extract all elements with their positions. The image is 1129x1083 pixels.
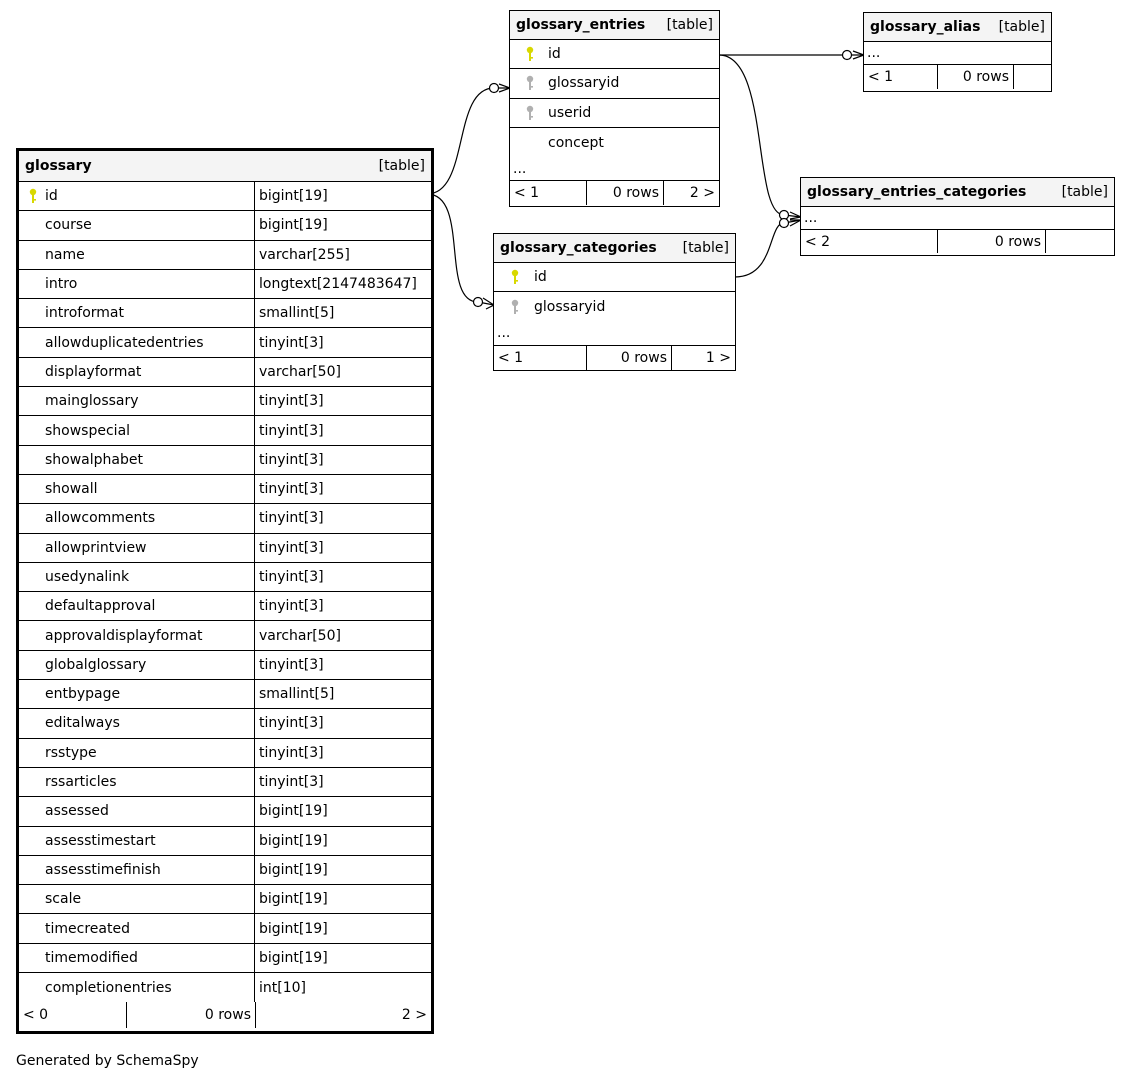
foreign-key-icon (510, 299, 520, 315)
link-glossary-categories (427, 194, 494, 305)
more-columns[interactable] (864, 42, 1051, 65)
column-type: tinyint[3] (254, 475, 431, 503)
column-row-rsstype[interactable] (19, 739, 431, 768)
column-name: assessed (45, 803, 109, 820)
optional-marker (474, 298, 483, 307)
children-count[interactable] (1013, 65, 1051, 89)
column-name: globalglossary (45, 656, 147, 673)
more-columns[interactable] (494, 322, 735, 346)
ellipsis: ... (804, 210, 818, 226)
link-categories-entriescategories (735, 220, 801, 277)
ellipsis: ... (497, 325, 511, 342)
column-type: tinyint[3] (254, 387, 431, 415)
table-kind: [table] (998, 19, 1045, 35)
column-type: bigint[19] (254, 944, 431, 972)
row-count: 0 rows (937, 65, 1013, 89)
column-name: concept (548, 134, 604, 151)
column-type: bigint[19] (254, 211, 431, 239)
column-name-cell (19, 709, 254, 737)
column-row-scale[interactable] (19, 885, 431, 914)
table-name: glossary_categories (500, 240, 657, 256)
column-type: bigint[19] (254, 856, 431, 884)
column-name: allowprintview (45, 539, 147, 556)
table-name: glossary_entries_categories (807, 184, 1027, 200)
table-glossary-entries-categories[interactable] (800, 177, 1115, 256)
column-name-cell (494, 292, 735, 321)
column-row-timemodified[interactable] (19, 944, 431, 973)
column-name: course (45, 217, 92, 234)
column-type: tinyint[3] (254, 446, 431, 474)
column-type: smallint[5] (254, 680, 431, 708)
column-row-showall[interactable] (19, 475, 431, 504)
column-row-assessed[interactable] (19, 797, 431, 826)
column-name: id (548, 46, 561, 63)
table-name: glossary_alias (870, 19, 981, 35)
column-row-rssarticles[interactable] (19, 768, 431, 797)
column-name-cell (19, 914, 254, 942)
column-name-cell (510, 69, 719, 97)
column-row-usedynalink[interactable] (19, 563, 431, 592)
table-footer (494, 346, 735, 370)
column-row-editalways[interactable] (19, 709, 431, 738)
column-name: showall (45, 481, 98, 498)
table-kind: [table] (378, 158, 425, 174)
column-name: glossaryid (534, 298, 606, 315)
column-name: introformat (45, 305, 124, 322)
ellipsis: ... (867, 45, 881, 61)
column-row-entbypage[interactable] (19, 680, 431, 709)
column-name-cell (510, 99, 719, 127)
column-name-cell (19, 416, 254, 444)
table-glossary-alias[interactable] (863, 12, 1052, 92)
column-row-showalphabet[interactable] (19, 446, 431, 475)
primary-key-icon (28, 188, 38, 204)
column-row-completionentries[interactable] (19, 973, 431, 1002)
column-name: id (45, 188, 58, 205)
key-slot (512, 75, 548, 91)
column-type: tinyint[3] (254, 534, 431, 562)
column-name-cell (19, 621, 254, 649)
row-count: 0 rows (586, 346, 671, 370)
table-kind: [table] (666, 17, 713, 33)
column-row-name[interactable] (19, 241, 431, 270)
column-row-id[interactable] (494, 263, 735, 292)
column-name-cell (19, 944, 254, 972)
column-name-cell (19, 768, 254, 796)
column-list (19, 182, 431, 1002)
column-type: tinyint[3] (254, 651, 431, 679)
column-name-cell (19, 504, 254, 532)
more-columns[interactable] (801, 207, 1114, 230)
column-row-timecreated[interactable] (19, 914, 431, 943)
column-row-globalglossary[interactable] (19, 651, 431, 680)
column-name: id (534, 269, 547, 286)
column-type: bigint[19] (254, 885, 431, 913)
column-row-allowcomments[interactable] (19, 504, 431, 533)
more-columns[interactable] (510, 157, 719, 181)
column-type: bigint[19] (254, 914, 431, 942)
table-header (864, 13, 1051, 42)
column-type: bigint[19] (254, 827, 431, 855)
primary-key-icon (510, 269, 520, 285)
column-type: tinyint[3] (254, 592, 431, 620)
column-name-cell (510, 40, 719, 68)
column-row-mainglossary[interactable] (19, 387, 431, 416)
column-type: tinyint[3] (254, 563, 431, 591)
column-name-cell (19, 592, 254, 620)
children-count[interactable]: 1 > (671, 346, 735, 370)
key-slot (512, 46, 548, 62)
primary-key-icon (525, 46, 535, 62)
table-footer (510, 181, 719, 205)
row-count: 0 rows (586, 181, 663, 205)
column-name: scale (45, 891, 82, 908)
table-header (494, 234, 735, 263)
column-row-assesstimefinish[interactable] (19, 856, 431, 885)
foreign-key-icon (525, 75, 535, 91)
column-type: varchar[255] (254, 241, 431, 269)
column-type: tinyint[3] (254, 328, 431, 356)
column-name: allowcomments (45, 510, 156, 527)
column-name-cell (19, 534, 254, 562)
column-row-userid[interactable] (510, 99, 719, 128)
column-row-id[interactable] (510, 40, 719, 69)
table-name: glossary_entries (516, 17, 646, 33)
column-name-cell (19, 241, 254, 269)
parents-count[interactable]: < 2 (805, 233, 831, 250)
key-slot (512, 105, 548, 121)
column-name: mainglossary (45, 393, 139, 410)
column-name-cell (19, 182, 254, 210)
ellipsis: ... (513, 160, 527, 177)
column-name-cell (19, 827, 254, 855)
children-count[interactable]: 2 > (255, 1002, 431, 1028)
column-row-course[interactable] (19, 211, 431, 240)
column-row-introformat[interactable] (19, 299, 431, 328)
column-name: userid (548, 104, 592, 121)
column-name-cell (19, 739, 254, 767)
column-type: varchar[50] (254, 621, 431, 649)
key-slot (496, 299, 534, 315)
column-name-cell (19, 211, 254, 239)
column-name-cell (19, 299, 254, 327)
column-name-cell (19, 328, 254, 356)
column-name: displayformat (45, 363, 142, 380)
foreign-key-icon (525, 105, 535, 121)
column-type: smallint[5] (254, 299, 431, 327)
column-type: tinyint[3] (254, 768, 431, 796)
table-footer (801, 230, 1114, 253)
table-kind: [table] (1061, 184, 1108, 200)
column-name-cell (19, 475, 254, 503)
column-name: showspecial (45, 422, 131, 439)
table-footer (19, 1002, 431, 1028)
column-type: tinyint[3] (254, 416, 431, 444)
column-name: entbypage (45, 686, 121, 703)
column-name-cell (19, 680, 254, 708)
column-row-defaultapproval[interactable] (19, 592, 431, 621)
column-type: varchar[50] (254, 358, 431, 386)
column-type: longtext[2147483647] (254, 270, 431, 298)
column-row-glossaryid[interactable] (510, 69, 719, 98)
column-name-cell (19, 446, 254, 474)
children-count[interactable] (1045, 230, 1114, 253)
column-row-allowprintview[interactable] (19, 534, 431, 563)
column-row-assesstimestart[interactable] (19, 827, 431, 856)
column-row-showspecial[interactable] (19, 416, 431, 445)
row-count: 0 rows (937, 230, 1045, 253)
children-count[interactable]: 2 > (663, 181, 719, 205)
column-type: bigint[19] (254, 182, 431, 210)
column-name-cell (19, 973, 254, 1002)
column-name: timemodified (45, 949, 138, 966)
table-footer (864, 65, 1051, 89)
column-name: intro (45, 276, 78, 293)
column-row-intro[interactable] (19, 270, 431, 299)
table-header (19, 151, 431, 182)
column-name: timecreated (45, 920, 130, 937)
column-name: allowduplicatedentries (45, 334, 204, 351)
column-type: tinyint[3] (254, 504, 431, 532)
key-slot (496, 269, 534, 285)
optional-marker (490, 84, 499, 93)
column-name: name (45, 246, 85, 263)
column-row-id[interactable] (19, 182, 431, 211)
parents-count[interactable]: < 1 (868, 69, 894, 85)
column-name-cell (19, 358, 254, 386)
column-list (494, 263, 735, 322)
column-type: tinyint[3] (254, 739, 431, 767)
table-kind: [table] (682, 240, 729, 256)
column-row-displayformat[interactable] (19, 358, 431, 387)
column-name: rssarticles (45, 774, 117, 791)
optional-marker (780, 219, 789, 228)
table-name: glossary (25, 158, 92, 174)
column-row-concept[interactable] (510, 128, 719, 157)
optional-marker (843, 51, 852, 60)
column-name: approvaldisplayformat (45, 627, 203, 644)
column-name: assesstimestart (45, 832, 156, 849)
column-name: defaultapproval (45, 598, 156, 615)
column-name: rsstype (45, 744, 97, 761)
column-name-cell (19, 387, 254, 415)
column-name: completionentries (45, 979, 172, 996)
column-name: glossaryid (548, 75, 620, 92)
table-glossary-categories[interactable] (493, 233, 736, 371)
column-name-cell (494, 263, 735, 291)
parents-count[interactable]: < 0 (23, 1007, 49, 1024)
table-header (510, 11, 719, 40)
parents-count[interactable]: < 1 (514, 185, 540, 202)
column-name-cell (19, 885, 254, 913)
column-name: assesstimefinish (45, 861, 161, 878)
table-glossary[interactable] (16, 148, 434, 1034)
table-header (801, 178, 1114, 207)
link-glossary-entries (427, 88, 510, 194)
column-row-allowduplicatedentries[interactable] (19, 328, 431, 357)
link-entries-entriescategories (719, 55, 801, 217)
row-count: 0 rows (126, 1002, 255, 1028)
column-name-cell (19, 651, 254, 679)
table-glossary-entries[interactable] (509, 10, 720, 207)
column-name: showalphabet (45, 451, 143, 468)
column-row-approvaldisplayformat[interactable] (19, 621, 431, 650)
column-row-glossaryid[interactable] (494, 292, 735, 321)
column-name: editalways (45, 715, 120, 732)
generator-credit: Generated by SchemaSpy (16, 1053, 199, 1069)
key-slot (21, 188, 45, 204)
column-name-cell (19, 270, 254, 298)
column-type: int[10] (254, 973, 431, 1002)
column-name-cell (19, 797, 254, 825)
parents-count[interactable]: < 1 (498, 349, 524, 366)
column-name: usedynalink (45, 569, 130, 585)
column-type: tinyint[3] (254, 709, 431, 737)
column-name-cell (510, 128, 719, 157)
column-name-cell (19, 856, 254, 884)
column-list (510, 40, 719, 157)
column-type: bigint[19] (254, 797, 431, 825)
column-name-cell (19, 563, 254, 591)
